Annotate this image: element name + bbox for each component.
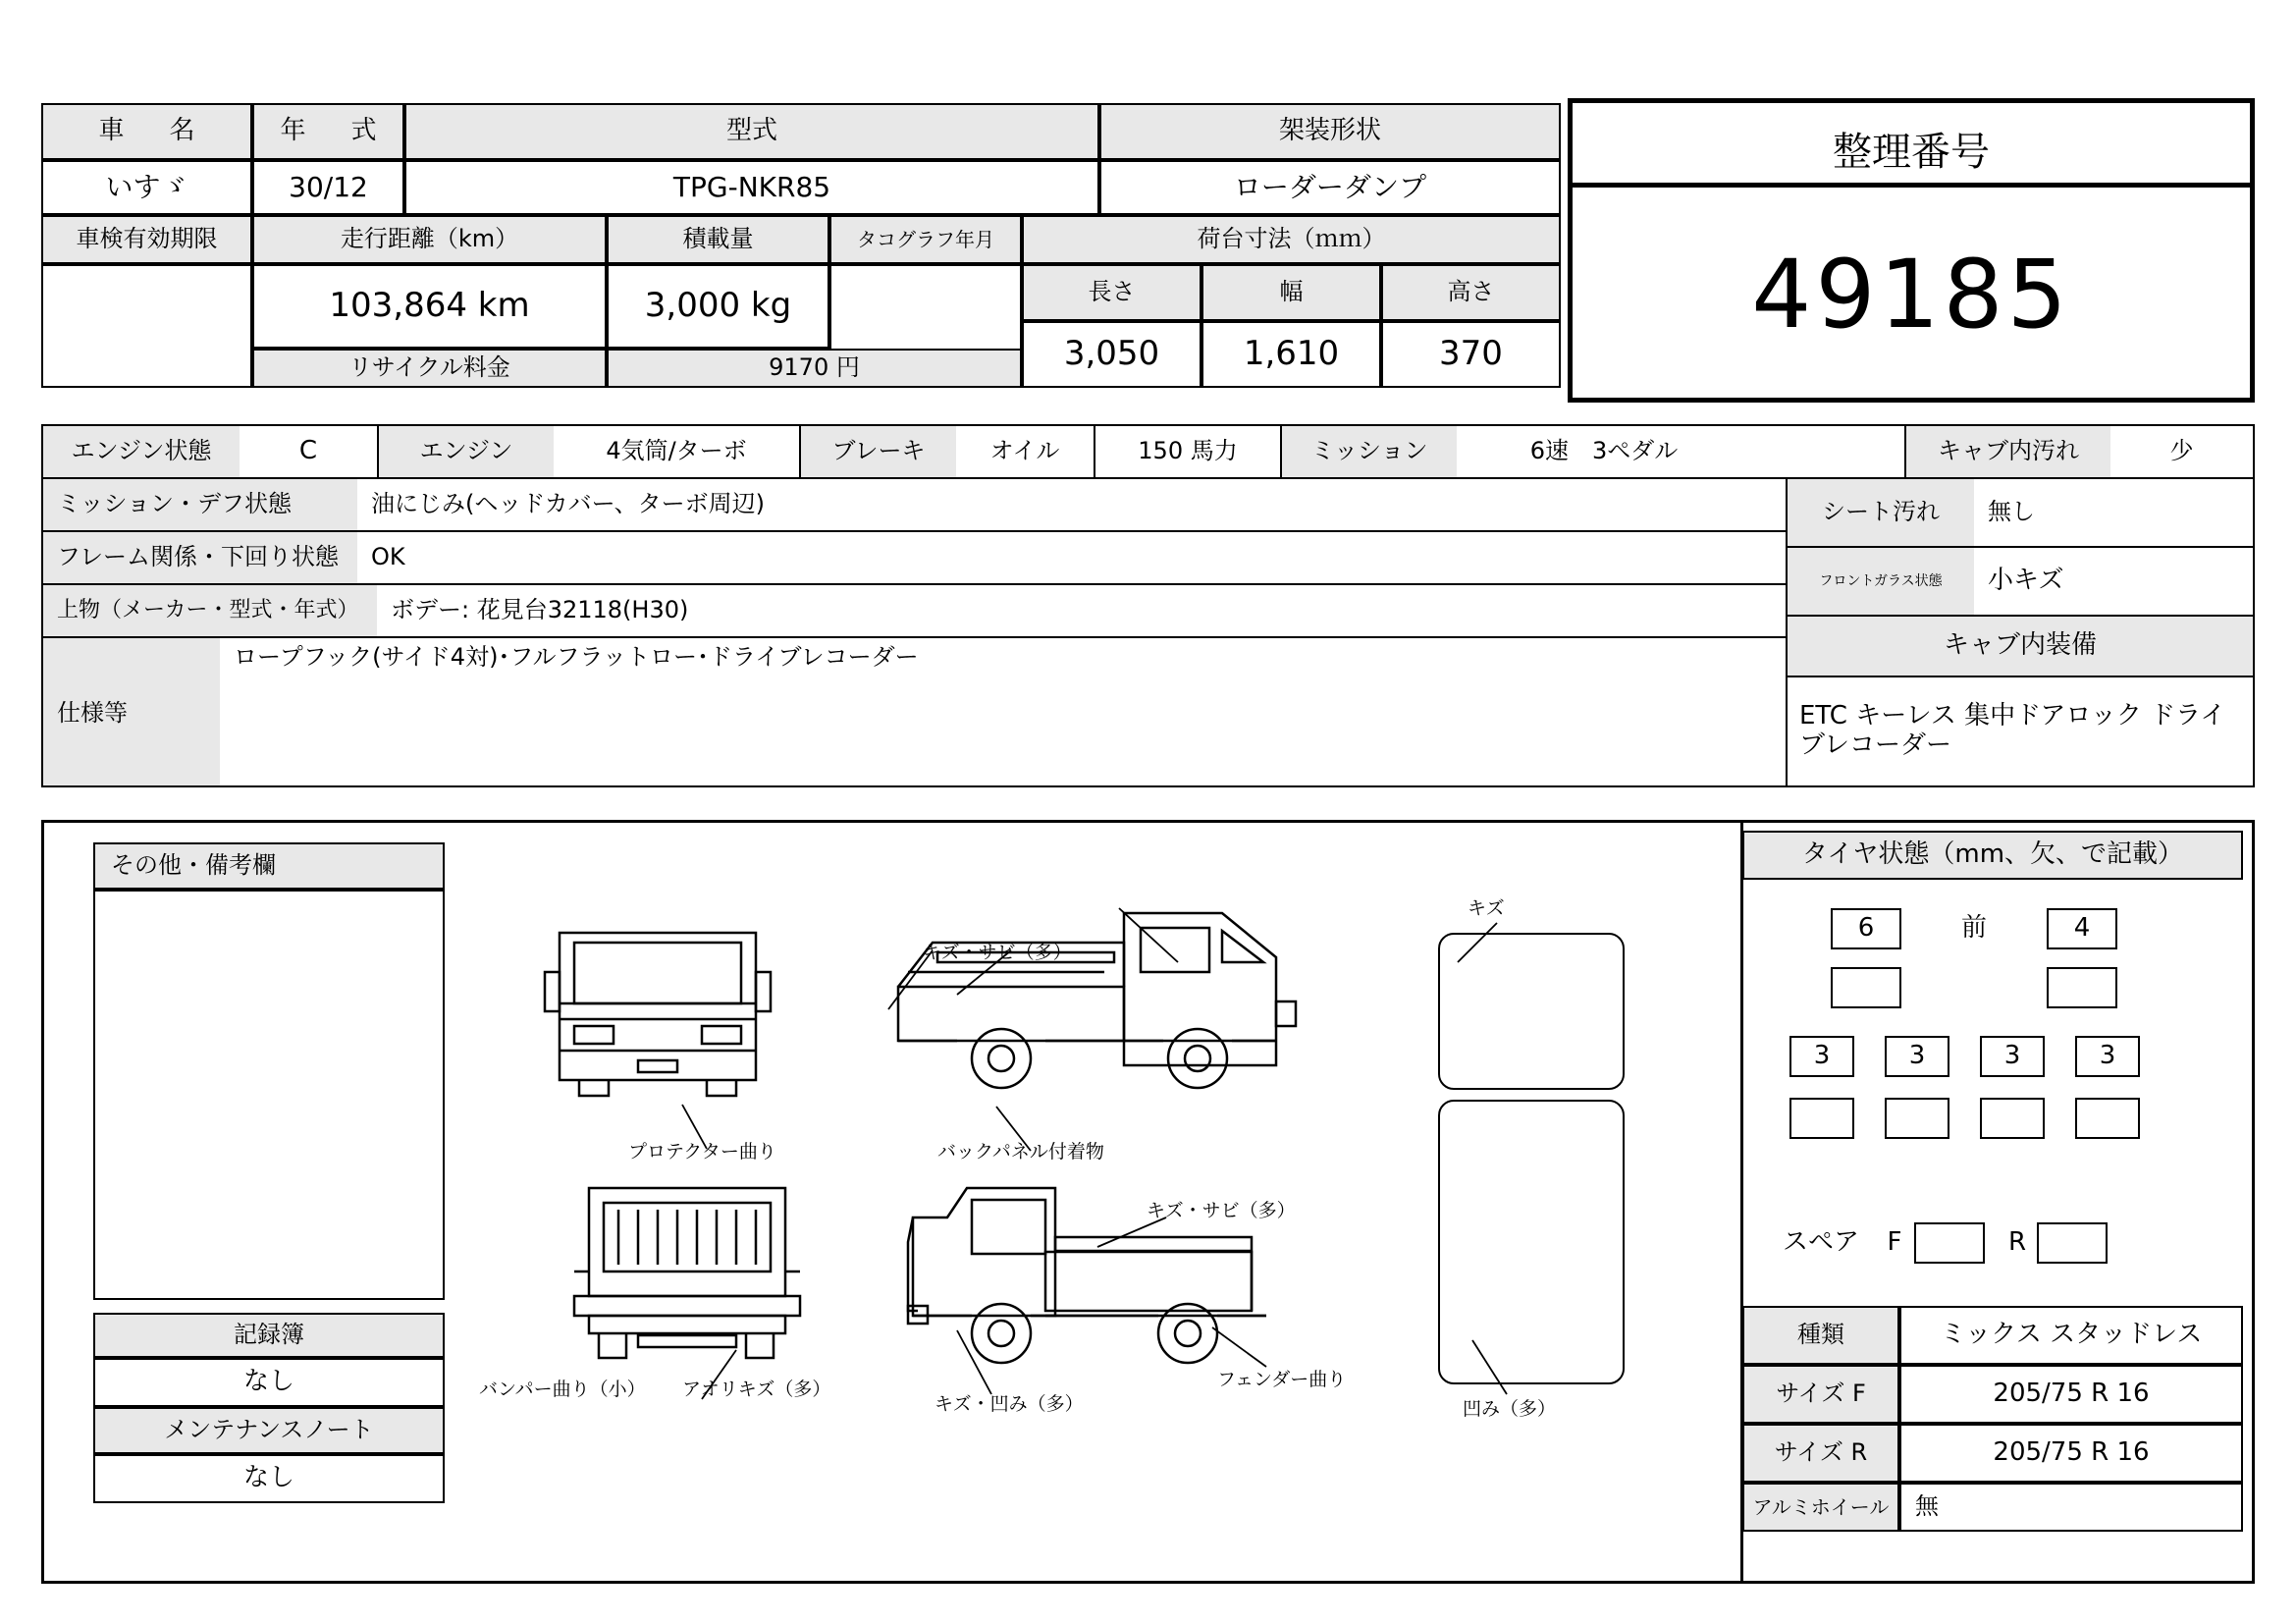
value-power: 150 馬力 (1094, 426, 1280, 477)
value-engine-state: C (298, 436, 318, 466)
tire-front-label: 前 (1960, 913, 1987, 944)
tire-front-right-2 (2047, 967, 2117, 1008)
value-mileage: 103,864 km (252, 264, 607, 349)
records-title: 記録簿 (93, 1313, 445, 1358)
label-year: 年 式 (252, 103, 404, 160)
diagram-label-6: キズ・凹み（多） (934, 1393, 1084, 1415)
tire-size-f-label: サイズ F (1742, 1365, 1899, 1424)
spare-front-value (1914, 1222, 1985, 1264)
label-model: 型式 (404, 103, 1099, 160)
value-bed-height: 370 (1381, 321, 1561, 388)
tire-rear-3-2 (1980, 1098, 2045, 1139)
value-front-glass: 小キズ (1988, 566, 2064, 596)
spare-label: スペア (1782, 1227, 1859, 1258)
label-frame: フレーム関係・下回り状態 (43, 532, 357, 583)
reference-number-divider (1573, 183, 2250, 188)
tire-rear-4-2 (2075, 1098, 2140, 1139)
label-mileage: 走行距離（km） (252, 215, 607, 264)
label-front-glass: フロントガラス状態 (1788, 548, 1974, 615)
value-maker: いすゞ (41, 160, 252, 215)
label-bed-width: 幅 (1201, 264, 1381, 321)
label-body-shape: 架装形状 (1099, 103, 1561, 160)
value-mission: 6速 3ペダル (1529, 437, 1679, 465)
tire-front-left-2 (1831, 967, 1901, 1008)
value-bed-width: 1,610 (1201, 321, 1381, 388)
diagram-label-0: キズ・サビ（多） (923, 942, 1072, 963)
tire-kind-value: ミックス スタッドレス (1899, 1306, 2243, 1365)
tire-front-right: 4 (2047, 908, 2117, 949)
label-spec-text: 仕様等 (57, 699, 128, 727)
value-mission-def: 油にじみ(ヘッドカバー、ターボ周辺) (371, 490, 766, 518)
value-shaken (41, 264, 252, 388)
diagram-label-7: フェンダー曲り (1217, 1369, 1347, 1390)
value-cab-equipment: ETC キーレス 集中ドアロック ドライブレコーダー (1799, 701, 2226, 760)
label-load: 積載量 (607, 215, 829, 264)
panel-sketch-bottom (1438, 1100, 1625, 1384)
value-model: TPG-NKR85 (404, 160, 1099, 215)
tire-rear-2-2 (1885, 1098, 1949, 1139)
diagram-label-5: キズ・サビ（多） (1147, 1200, 1296, 1221)
tire-rear-2: 3 (1885, 1036, 1949, 1077)
label-reference-number: 整理番号 (1833, 130, 1990, 175)
value-load: 3,000 kg (607, 264, 829, 349)
tire-size-f-value: 205/75 R 16 (1899, 1365, 2243, 1424)
label-engine: エンジン (377, 426, 554, 477)
value-reference-number: 49185 (1751, 239, 2071, 350)
tire-title: タイヤ状態（mm、欠、で記載） (1742, 831, 2243, 880)
tire-rear-1-2 (1789, 1098, 1854, 1139)
label-bed-height: 高さ (1381, 264, 1561, 321)
remarks-body (93, 890, 445, 1300)
label-spec (43, 638, 220, 785)
diagram-label-3: バンパー曲り（小） (479, 1379, 646, 1400)
spare-rear-label: R (2007, 1227, 2027, 1258)
label-bed-length: 長さ (1022, 264, 1201, 321)
tire-rear-4: 3 (2075, 1036, 2140, 1077)
value-uwamono: ボデー: 花見台32118(H30) (391, 596, 689, 624)
tire-kind-label: 種類 (1742, 1306, 1899, 1365)
diagram-label-8: キズ (1468, 897, 1505, 919)
diagram-label-1: プロテクター曲り (628, 1141, 776, 1163)
value-recycle-fee: 9170 円 (607, 349, 1022, 388)
value-cab-dirt: 少 (2169, 437, 2194, 465)
label-bed-dims: 荷台寸法（ｍｍ） (1022, 215, 1561, 264)
spare-rear-value (2037, 1222, 2108, 1264)
tire-rear-3: 3 (1980, 1036, 2045, 1077)
value-spec: ロープフック(サイド4対)･フルフラットロー･ドライブレコーダー (234, 643, 919, 671)
diagram-label-9: 凹み（多） (1463, 1398, 1557, 1420)
label-engine-state: エンジン状態 (43, 426, 240, 477)
tire-size-r-label: サイズ R (1742, 1424, 1899, 1483)
tire-size-r-value: 205/75 R 16 (1899, 1424, 2243, 1483)
maintenance-note-title: メンテナンスノート (93, 1407, 445, 1454)
value-seat-dirt: 無し (1988, 498, 2035, 526)
remarks-title: その他・備考欄 (93, 842, 445, 890)
diagram-label-4: アオリキズ（多） (682, 1379, 831, 1400)
aluminum-wheel-label: アルミホイール (1742, 1483, 1899, 1532)
spare-front-label: F (1887, 1227, 1902, 1258)
value-brake: オイル (989, 437, 1060, 465)
tire-front-left: 6 (1831, 908, 1901, 949)
value-bed-length: 3,050 (1022, 321, 1201, 388)
records-value: なし (93, 1358, 445, 1407)
diagram-label-2: バックパネル付着物 (937, 1141, 1104, 1163)
label-brake: ブレーキ (799, 426, 956, 477)
value-frame: OK (371, 543, 405, 571)
label-uwamono: 上物（メーカー・型式・年式） (43, 585, 377, 636)
label-tacho: タコグラフ年月 (829, 215, 1022, 264)
value-engine: 4気筒/ターボ (606, 437, 747, 465)
label-mission-def: ミッション・デフ状態 (43, 479, 357, 530)
label-recycle-fee: リサイクル料金 (252, 349, 607, 388)
aluminum-wheel-value: 無 (1899, 1483, 2243, 1532)
panel-sketch-top (1438, 933, 1625, 1090)
label-cab-equipment: キャブ内装備 (1788, 617, 2253, 676)
maintenance-note-value: なし (93, 1454, 445, 1503)
label-seat-dirt: シート汚れ (1788, 479, 1974, 546)
label-mission: ミッション (1280, 426, 1457, 477)
tire-rear-1: 3 (1789, 1036, 1854, 1077)
value-year: 30/12 (252, 160, 404, 215)
value-body-shape: ローダーダンプ (1099, 160, 1561, 215)
label-shaken: 車検有効期限 (41, 215, 252, 264)
lower-block-divider (1740, 823, 1743, 1581)
label-maker: 車 名 (41, 103, 252, 160)
label-cab-dirt: キャブ内汚れ (1904, 426, 2110, 477)
